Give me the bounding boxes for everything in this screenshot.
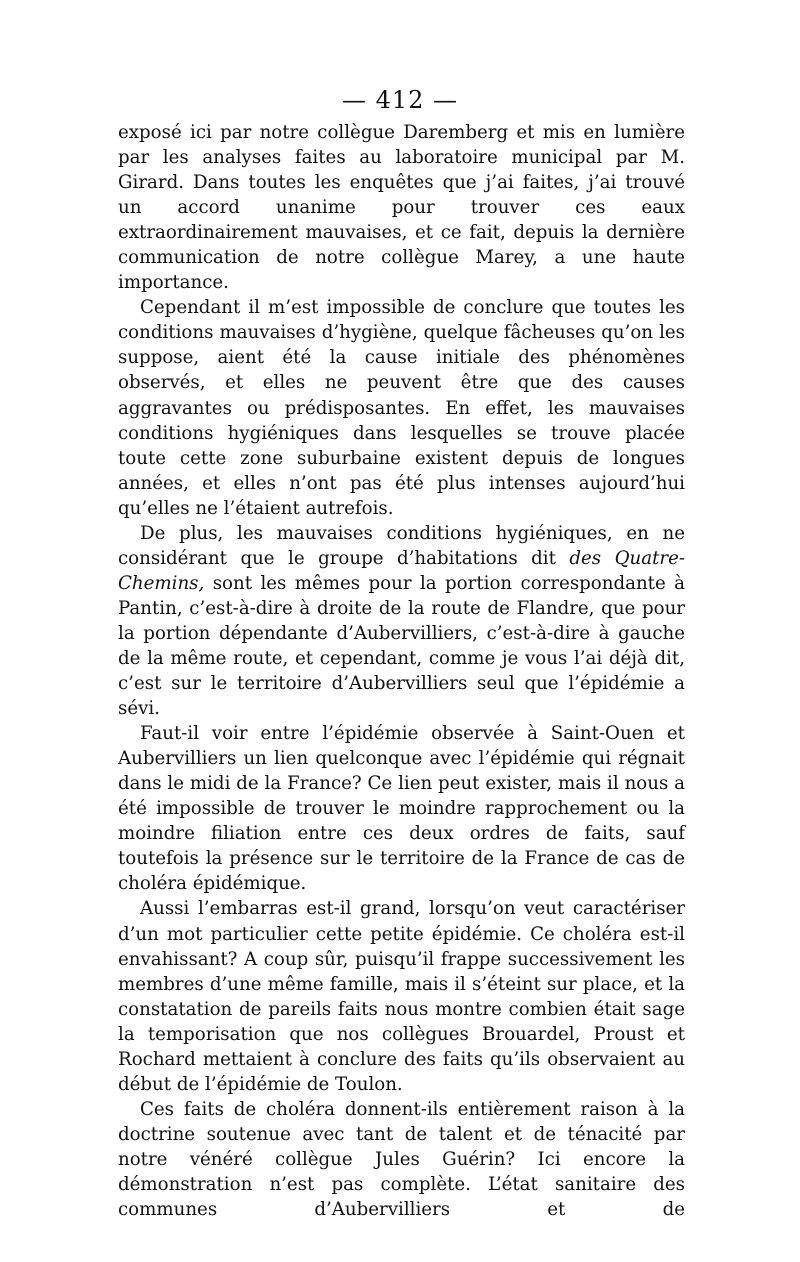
- paragraph-1: exposé ici par notre collègue Daremberg et mis en lumière par les analyses faites au laboratoire municipal par M. Girard. Dans toutes les enquêtes que j’ai faites, j’ai trouvé un accord unanime pour trouver ces eaux extraordinairement mauvaises, et ce fait, depuis la dernière communication de notre collègue Marey, a une haute importance.: [118, 122, 685, 294]
- paragraph-3-text-start: De plus, les mauvaises conditions hygiéniques, en ne considérant que le groupe d’habitations dit: [118, 522, 685, 569]
- paragraph-6: Ces faits de choléra donnent-ils entièrement raison à la doctrine soutenue avec tant de talent et de ténacité par notre vénéré collègue Jules Guérin? Ici encore la démonstration n’est pas complète. L’état sanitaire des communes d’Aubervilliers et de: [118, 1098, 685, 1221]
- paragraph-3: [118, 521, 685, 721]
- paragraph-3-text-end: sont les mêmes pour la portion correspondante à Pantin, c’est-à-dire à droite de la route de Flandre, que pour la portion dépendante d’Aubervilliers, c’est-à-dire à gauche de la même route, et cependant, comme je vous l’ai déjà dit, c’est sur le territoire d’Aubervilliers seul que l’épidémie a sévi.: [118, 572, 685, 720]
- paragraph-5: Aussi l’embarras est-il grand, lorsqu’on veut caractériser d’un mot particulier cette petite épidémie. Ce choléra est-il envahissant? A coup sûr, puisqu’il frappe successivement les membres d’une même famille, mais il s’éteint sur place, et la constatation de pareils faits nous montre combien était sage la temporisation que nos collègues Brouardel, Proust et Rochard mettaient à conclure des faits qu’ils observaient au début de l’épidémie de Toulon.: [118, 898, 685, 1095]
- body-text: [118, 120, 685, 1222]
- paragraph-4: Faut-il voir entre l’épidémie observée à Saint-Ouen et Aubervilliers un lien quelconque avec l’épidémie qui régnait dans le midi de la France? Ce lien peut exister, mais il nous a été impossible de trouver le moindre rapprochement ou la moindre filiation entre ces deux ordres de faits, sauf toutefois la présence sur le territoire de la France de cas de choléra épidémique.: [118, 723, 685, 895]
- place-name-quatre-chemins: des Quatre-Chemins,: [118, 547, 685, 594]
- page-number: — 412 —: [341, 86, 459, 114]
- paragraph-2: Cependant il m’est impossible de conclure que toutes les conditions mauvaises d’hygiène, quelque fâcheuses qu’on les suppose, aient été la cause initiale des phénomènes observés, et elles ne peuvent être que des causes aggravantes ou prédisposantes. En effet, les mauvaises conditions hygiéniques dans lesquelles se trouve placée toute cette zone suburbaine existent depuis de longues années, et elles n’ont pas été plus intenses aujourd’hui qu’elles ne l’étaient autrefois.: [118, 297, 685, 519]
